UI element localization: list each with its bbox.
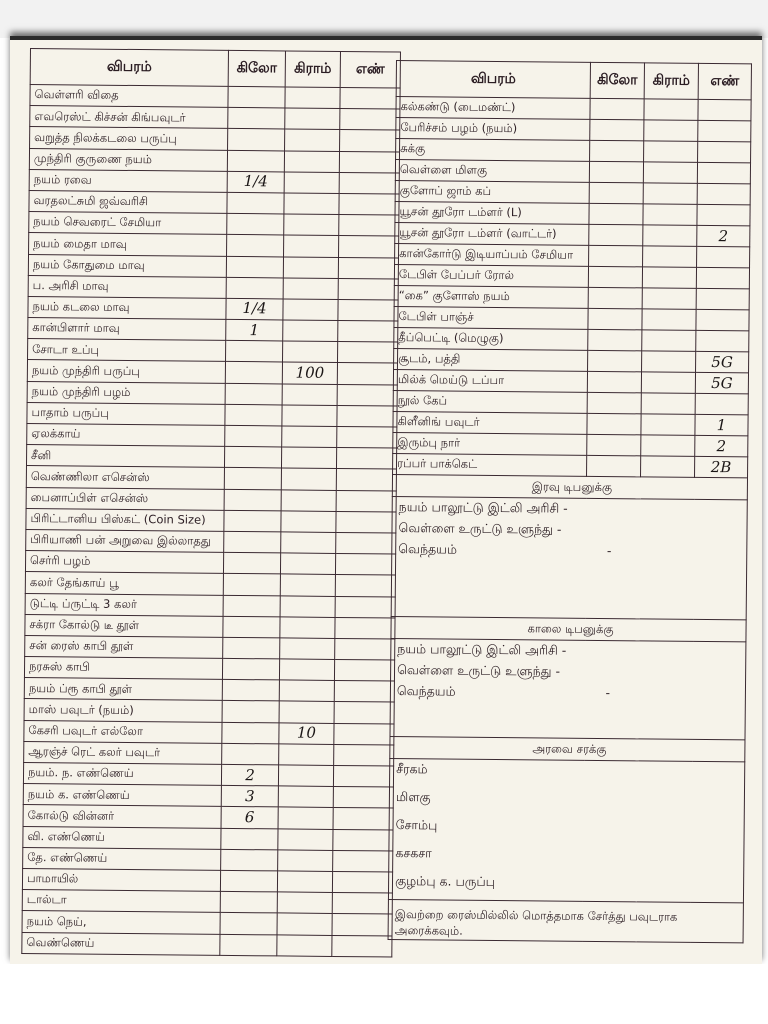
item-name: குளோப் ஜாம் கப்	[395, 180, 589, 203]
kilo-cell	[590, 98, 644, 120]
kilo-cell	[588, 350, 642, 372]
gram-cell	[279, 744, 334, 766]
item-name: டேபிள் பாஞ்ச்	[394, 306, 588, 329]
kilo-cell	[225, 362, 282, 384]
kilo-cell	[588, 266, 642, 288]
kilo-cell	[220, 913, 277, 935]
item-name: டால்டா	[22, 890, 220, 913]
kilo-cell	[221, 849, 278, 871]
gram-cell	[642, 267, 696, 289]
item-name: வெள்ளரி விதை	[30, 85, 228, 108]
morning-tiffin-title: காலை டிபனுக்கு	[391, 616, 746, 641]
item-name: நயம் ரவை	[29, 169, 227, 192]
paper-edge	[10, 36, 762, 40]
item-name: நயம் ப்ரூ காபி தூள்	[24, 678, 222, 701]
count-cell	[697, 162, 750, 184]
count-cell	[339, 215, 399, 237]
kilo-cell	[589, 203, 643, 225]
count-cell: 5G	[695, 372, 748, 394]
item-name: சீனி	[26, 445, 224, 468]
gram-cell	[280, 617, 335, 639]
left-items-table	[21, 48, 401, 957]
right-items-table	[388, 60, 752, 943]
item-name: மில்க் மெய்டு டப்பா	[393, 369, 587, 392]
gram-cell	[641, 456, 695, 478]
item-name: பிரிட்டானிய பிஸ்கட் (Coin Size)	[26, 508, 224, 531]
grinding-list	[388, 758, 744, 902]
count-cell	[337, 405, 397, 427]
item-name: ரப்பர் பாக்கெட்	[393, 453, 587, 476]
gram-cell	[282, 426, 337, 448]
background-top	[0, 0, 768, 38]
item-name: எவரெஸ்ட் கிச்சன் கிங்பவுடர்	[30, 106, 228, 129]
count-cell	[335, 596, 395, 618]
gram-cell	[644, 120, 698, 142]
count-cell: 1	[695, 414, 748, 436]
kilo-cell	[587, 413, 641, 435]
left-items-body	[22, 85, 400, 957]
kilo-cell	[224, 447, 281, 469]
item-name: வரதலட்சுமி ஜவ்வரிசி	[29, 190, 227, 213]
gram-cell	[643, 204, 697, 226]
right-header-row	[396, 61, 751, 100]
item-name: மாஸ் பவுடர் (நயம்)	[24, 699, 222, 722]
count-cell	[340, 87, 400, 109]
right-items-body	[393, 97, 752, 478]
kilo-cell	[588, 329, 642, 351]
kilo-cell	[220, 934, 277, 956]
kilo-cell	[589, 224, 643, 246]
count-cell	[340, 130, 400, 152]
item-name: நயம். ந. எண்ணெய்	[23, 762, 221, 785]
item-name: யூசன் தூரோ டம்ளர் (வாட்டர்)	[395, 222, 589, 245]
gram-cell	[284, 151, 339, 173]
gram-cell	[280, 638, 335, 660]
count-cell: 5G	[696, 351, 749, 373]
count-cell	[696, 330, 749, 352]
gram-cell	[285, 108, 340, 130]
night-tiffin-list	[391, 496, 747, 619]
background-bottom	[0, 964, 768, 1024]
kilo-cell	[587, 392, 641, 414]
kilo-cell	[227, 235, 284, 257]
gram-cell	[281, 489, 336, 511]
gram-cell	[643, 162, 697, 184]
kilo-cell	[589, 245, 643, 267]
kilo-cell	[227, 150, 284, 172]
gram-cell	[277, 892, 332, 914]
item-name: சூடம், பத்தி	[394, 348, 588, 371]
count-cell	[334, 723, 394, 745]
count-cell	[334, 681, 394, 703]
count-cell	[335, 554, 395, 576]
item-name: ஆரஞ்ச் ரெட் கலர் பவுடர்	[24, 741, 222, 764]
count-cell	[696, 288, 749, 310]
item-name: சக்ரா கோல்டு டீ தூள்	[25, 614, 223, 637]
kilo-cell	[588, 308, 642, 330]
gram-cell	[278, 850, 333, 872]
kilo-cell: 3	[221, 786, 278, 808]
gram-cell	[642, 309, 696, 331]
grinding-line: சோம்பு	[395, 817, 438, 833]
kilo-cell	[222, 743, 279, 765]
item-name: நூல் கேப்	[393, 390, 587, 413]
kilo-cell: 1/4	[226, 298, 283, 320]
kilo-cell	[225, 383, 282, 405]
item-name: “கை” குளோஸ் நயம்	[394, 285, 588, 308]
header-gram: கிராம்	[644, 63, 698, 100]
count-cell	[697, 183, 750, 205]
item-name: பைனாப்பிள் எசென்ஸ்	[26, 487, 224, 510]
gram-cell	[277, 871, 332, 893]
gram-cell	[283, 256, 338, 278]
gram-cell	[278, 786, 333, 808]
item-name: டேபிள் பேப்பர் ரோல்	[394, 264, 588, 287]
count-cell	[333, 850, 393, 872]
item-name: நயம் முந்திரி பருப்பு	[27, 360, 225, 383]
kilo-cell	[223, 595, 280, 617]
count-cell	[334, 744, 394, 766]
gram-cell	[277, 934, 332, 956]
header-kilo: கிலோ	[228, 50, 285, 87]
gram-cell	[285, 87, 340, 109]
item-name: நயம் க. எண்ணெய்	[23, 784, 221, 807]
kilo-cell	[221, 828, 278, 850]
item-name: ப. அரிசி மாவு	[28, 275, 226, 298]
item-name: வி. எண்ணெய்	[23, 826, 221, 849]
count-cell	[332, 935, 392, 957]
gram-cell	[644, 141, 698, 163]
count-cell	[333, 808, 393, 830]
gram-cell	[285, 129, 340, 151]
gram-cell	[283, 320, 338, 342]
gram-cell	[641, 372, 695, 394]
left-header-row	[30, 49, 400, 89]
kilo-cell	[222, 701, 279, 723]
gram-cell	[284, 235, 339, 257]
gram-cell	[641, 393, 695, 415]
item-name: நயம் நெய்,	[22, 911, 220, 934]
item-name: நயம் கோதுமை மாவு	[28, 254, 226, 277]
gram-cell	[644, 99, 698, 121]
right-sections	[388, 474, 747, 942]
kilo-cell	[587, 371, 641, 393]
count-cell	[332, 871, 392, 893]
count-cell	[336, 490, 396, 512]
night-tiffin-line: வெள்ளை உருட்டு உளுந்து -	[398, 520, 562, 537]
item-name: சன் ரைஸ் காபி தூள்	[25, 635, 223, 658]
kilo-cell: 1/4	[227, 171, 284, 193]
item-name: சுக்கு	[396, 139, 590, 162]
kilo-cell	[588, 287, 642, 309]
kilo-cell	[224, 510, 281, 532]
left-item-row	[22, 932, 392, 957]
count-cell	[334, 660, 394, 682]
count-cell	[335, 617, 395, 639]
kilo-cell	[227, 214, 284, 236]
item-name: வறுத்த நிலக்கடலை பருப்பு	[30, 127, 228, 150]
kilo-cell	[589, 182, 643, 204]
count-cell	[337, 384, 397, 406]
kilo-cell	[223, 574, 280, 596]
gram-cell: 100	[282, 362, 337, 384]
item-name: கோல்டு வின்னர்	[23, 805, 221, 828]
kilo-cell	[225, 404, 282, 426]
gram-cell	[279, 701, 334, 723]
item-name: வெண்ணிலா எசென்ஸ்	[26, 466, 224, 489]
item-name: நயம் கடலை மாவு	[28, 296, 226, 319]
gram-cell	[641, 435, 695, 457]
gram-cell	[278, 807, 333, 829]
kilo-cell	[224, 489, 281, 511]
item-name: நயம் செவரைட் சேமியா	[29, 212, 227, 235]
item-name: கேசரி பவுடர் எல்லோ	[24, 720, 222, 743]
count-cell	[338, 278, 398, 300]
kilo-cell	[225, 425, 282, 447]
night-tiffin-line-text: வெந்தயம்	[398, 541, 458, 557]
kilo-cell	[590, 140, 644, 162]
count-cell	[339, 172, 399, 194]
gram-cell	[277, 913, 332, 935]
count-cell	[335, 575, 395, 597]
kilo-cell	[590, 119, 644, 141]
gram-cell	[278, 828, 333, 850]
count-cell: 2B	[695, 456, 748, 478]
kilo-cell	[222, 680, 279, 702]
item-name: சோடா உப்பு	[28, 339, 226, 362]
count-cell	[332, 893, 392, 915]
gram-cell	[643, 246, 697, 268]
item-name: செர்ரி பழம்	[25, 551, 223, 574]
kilo-cell	[587, 455, 641, 477]
gram-cell	[283, 299, 338, 321]
grinding-line: சீரகம்	[396, 761, 428, 777]
gram-cell	[281, 532, 336, 554]
count-cell	[332, 914, 392, 936]
kilo-cell: 6	[221, 807, 278, 829]
grinding-title: அரவை சரக்கு	[390, 736, 745, 761]
kilo-cell	[224, 468, 281, 490]
count-cell	[335, 638, 395, 660]
count-cell	[695, 393, 748, 415]
count-cell	[338, 299, 398, 321]
gram-cell	[641, 414, 695, 436]
item-name: கலர் தேங்காய் பூ	[25, 572, 223, 595]
count-cell	[336, 511, 396, 533]
gram-cell	[281, 511, 336, 533]
count-cell	[333, 829, 393, 851]
count-cell	[339, 193, 399, 215]
header-count: எண்	[340, 51, 400, 88]
count-cell: 2	[695, 435, 748, 457]
morning-tiffin-line: நயம் பாலூட்டு இட்லி அரிசி -	[397, 641, 567, 658]
gram-cell	[282, 384, 337, 406]
kilo-cell	[226, 277, 283, 299]
kilo-cell	[222, 722, 279, 744]
kilo-cell	[223, 637, 280, 659]
item-name: முந்திரி குருணை நயம்	[29, 148, 227, 171]
gram-cell	[642, 288, 696, 310]
count-cell	[697, 204, 750, 226]
kilo-cell	[228, 108, 285, 130]
item-name: கல்கண்டு (டைமண்ட்)	[396, 97, 590, 120]
gram-cell	[280, 574, 335, 596]
item-name: நரசுஸ் காபி	[24, 657, 222, 680]
count-cell	[339, 236, 399, 258]
count-cell	[336, 469, 396, 491]
gram-cell	[282, 341, 337, 363]
item-name: இரும்பு நார்	[393, 432, 587, 455]
item-name: நயம் முந்திரி பழம்	[27, 381, 225, 404]
morning-tiffin-line-text: வெந்தயம்	[396, 683, 456, 699]
morning-tiffin-list	[390, 638, 746, 739]
kilo-cell	[587, 434, 641, 456]
gram-cell	[280, 595, 335, 617]
count-cell	[696, 267, 749, 289]
kilo-cell	[220, 891, 277, 913]
count-cell	[334, 702, 394, 724]
item-name: வெள்ளை மிளகு	[395, 160, 589, 183]
kilo-cell: 1	[226, 319, 283, 341]
count-cell	[696, 309, 749, 331]
morning-tiffin-line: வெள்ளை உருட்டு உளுந்து -	[397, 662, 561, 679]
gram-cell	[282, 405, 337, 427]
gram-cell	[284, 193, 339, 215]
gram-cell	[284, 172, 339, 194]
count-cell	[698, 99, 751, 121]
gram-cell: 10	[279, 723, 334, 745]
kilo-cell: 2	[221, 764, 278, 786]
night-tiffin-line	[398, 543, 746, 567]
count-cell	[340, 109, 400, 131]
kilo-cell	[223, 553, 280, 575]
kilo-cell	[223, 616, 280, 638]
count-cell	[337, 342, 397, 364]
count-cell	[698, 120, 751, 142]
kilo-cell	[220, 870, 277, 892]
gram-cell	[279, 680, 334, 702]
item-name: பேரிச்சம் பழம் (நயம்)	[396, 118, 590, 141]
grinding-line: குழம்பு க. பருப்பு	[395, 873, 496, 889]
item-name: ஏலக்காய்	[27, 423, 225, 446]
grinding-note-cell	[388, 899, 743, 942]
gram-cell	[284, 214, 339, 236]
item-name: பிரியாணி பன் அறுவை இல்லாதது	[26, 529, 224, 552]
gram-cell	[642, 351, 696, 373]
grinding-note: இவற்றை ரைஸ்மில்லில் மொத்தமாக சேர்த்து பவுடராக அரைக்கவும்.	[394, 907, 678, 938]
count-cell	[333, 787, 393, 809]
morning-tiffin-line	[397, 685, 745, 709]
count-cell	[338, 257, 398, 279]
count-cell	[339, 151, 399, 173]
item-name: பாதாம் பருப்பு	[27, 402, 225, 425]
night-tiffin-line: நயம் பாலூட்டு இட்லி அரிசி -	[398, 499, 568, 516]
item-name: டுட்டி ப்ருட்டி 3 கலர்	[25, 593, 223, 616]
item-name: பாமாயில்	[22, 868, 220, 891]
count-cell	[697, 246, 750, 268]
grinding-line: மிளகு	[395, 789, 431, 805]
header-gram: கிராம்	[285, 51, 340, 88]
kilo-cell	[225, 341, 282, 363]
item-name: வெண்ணெய்	[22, 932, 220, 955]
item-name: கிளீனிங் பவுடர்	[393, 411, 587, 434]
count-cell	[698, 141, 751, 163]
kilo-cell	[589, 161, 643, 183]
gram-cell	[281, 468, 336, 490]
gram-cell	[642, 330, 696, 352]
header-item: விபரம்	[396, 61, 590, 99]
gram-cell	[643, 225, 697, 247]
count-cell	[336, 532, 396, 554]
count-cell	[338, 321, 398, 343]
kilo-cell	[228, 86, 285, 108]
item-name: தீப்பெட்டி (மெழுகு)	[394, 327, 588, 350]
item-name: நயம் மைதா மாவு	[29, 233, 227, 256]
item-name: கான்கோர்டு இடியாப்பம் சேமியா	[395, 243, 589, 266]
night-tiffin-dash: -	[606, 543, 612, 559]
item-name: கான்பிளார் மாவு	[28, 318, 226, 341]
gram-cell	[643, 183, 697, 205]
item-name: யூசன் தூரோ டம்ளர் (L)	[395, 201, 589, 224]
count-cell	[337, 426, 397, 448]
header-item: விபரம்	[30, 49, 228, 87]
gram-cell	[280, 553, 335, 575]
grinding-line: கசகசா	[395, 845, 432, 861]
count-cell	[337, 363, 397, 385]
gram-cell	[283, 278, 338, 300]
gram-cell	[278, 765, 333, 787]
morning-tiffin-dash: -	[605, 685, 611, 701]
item-name: தே. எண்ணெய்	[23, 847, 221, 870]
header-count: எண்	[698, 63, 751, 100]
kilo-cell	[228, 129, 285, 151]
gram-cell	[279, 659, 334, 681]
kilo-cell	[227, 192, 284, 214]
header-kilo: கிலோ	[590, 62, 644, 99]
night-tiffin-title: இரவு டிபனுக்கு	[392, 474, 747, 499]
kilo-cell	[224, 531, 281, 553]
count-cell	[336, 448, 396, 470]
kilo-cell	[222, 658, 279, 680]
count-cell: 2	[697, 225, 750, 247]
gram-cell	[281, 447, 336, 469]
kilo-cell	[226, 256, 283, 278]
count-cell	[333, 765, 393, 787]
